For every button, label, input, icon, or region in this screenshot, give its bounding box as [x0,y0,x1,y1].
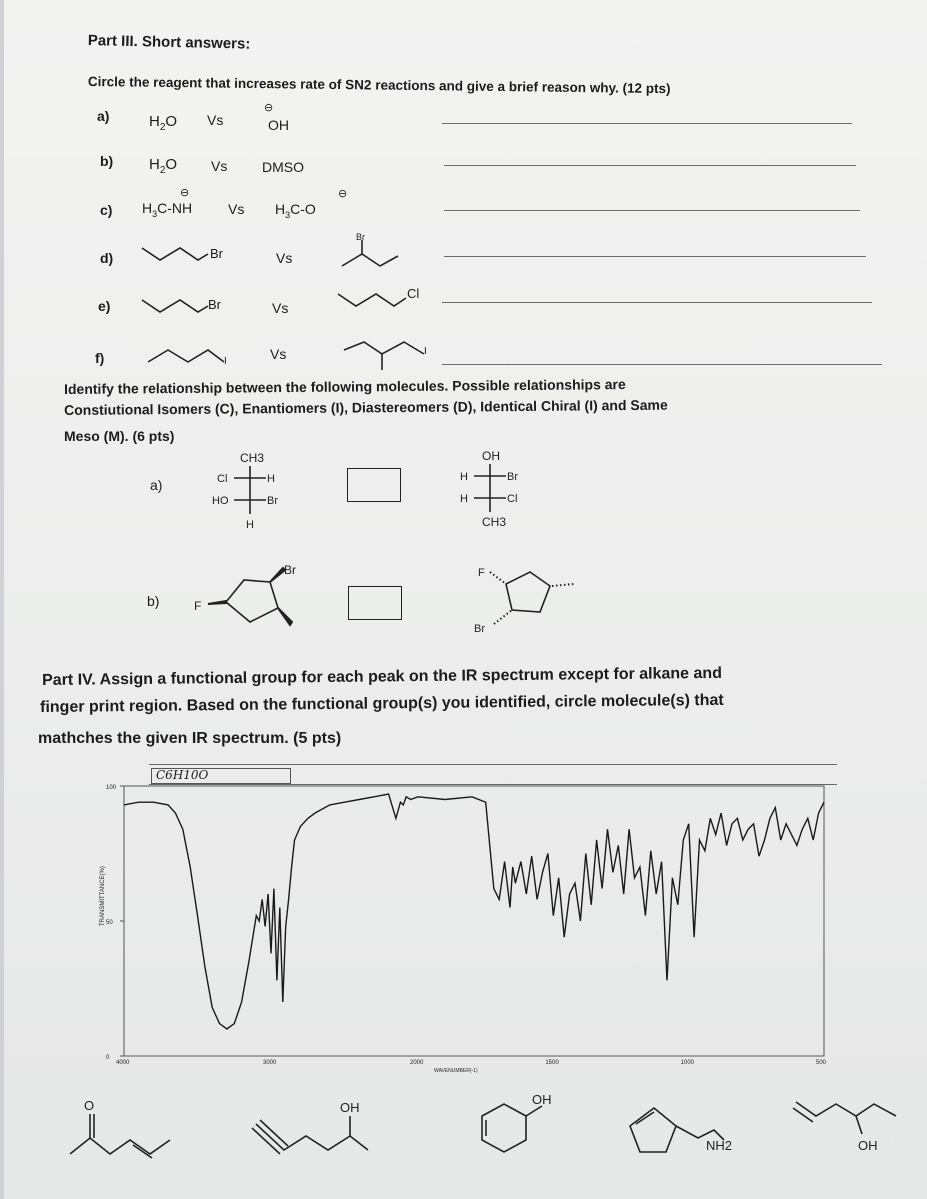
ir-y-tick: 50 [106,920,113,926]
fischer-projection-left [204,448,314,538]
answer-box-a[interactable] [347,468,401,502]
fischer-left-r2l: HO [212,495,229,507]
fischer-right-r1r: Br [507,471,518,483]
item-f-right-i: I [424,346,427,357]
fischer-left-r1l: Cl [217,473,228,485]
ir-y-tick: 0 [106,1055,110,1061]
item-a-label: a) [97,108,110,124]
item-d-left-br: Br [210,246,223,261]
answer-box-b[interactable] [348,586,402,620]
part4-line1: Part IV. Assign a functional group for each peak on the IR spectrum except for alkane and [42,664,723,689]
part3-instruction: Circle the reagent that increases rate of SN2 reactions and give a brief reason why. (12 pts) [87,74,671,97]
item-c-left[interactable]: $H_3C-NH$ [142,200,193,219]
item-c-vs: Vs [228,201,245,217]
item-d-right-br: Br [356,232,365,242]
relationship-line1: Identify the relationship between the following molecules. Possible relationships are [64,376,626,397]
fischer-right-r1l: H [460,471,468,483]
ir-y-label: TRANSMITTANCE(%) [100,866,106,926]
ir-y-tick: 100 [106,785,117,791]
butyl-chloride-structure[interactable] [334,286,414,316]
sec-butyl-bromide-structure[interactable] [340,236,410,276]
molecule-cyclopentenylamine[interactable] [614,1092,754,1172]
item-e-right-cl: Cl [407,286,420,301]
fischer-right-r2r: Cl [507,493,518,505]
butyl-iodide-structure[interactable] [144,340,234,370]
right-f-label: F [478,567,485,579]
molecule-cyclohexenol[interactable] [460,1090,580,1170]
branched-iodide-structure[interactable] [342,332,432,372]
molecule-hexenone[interactable] [64,1098,194,1168]
item-a-vs: Vs [207,112,224,128]
molecule-hexenol[interactable] [790,1086,927,1166]
answer-line-f[interactable] [442,364,882,365]
fischer-left-r2r: Br [267,495,278,507]
left-br-label: Br [284,563,296,577]
item-d-label: d) [100,250,114,266]
fischer-projection-right [444,446,554,536]
right-br-label: Br [474,623,485,635]
item-f-vs: Vs [270,346,287,362]
chart-top-rule-2 [149,784,837,785]
molecule-hexynol[interactable] [244,1094,384,1164]
worksheet-page [4,0,927,1199]
ir-x-tick: 1500 [545,1060,559,1066]
fischer-right-top: OH [482,449,500,463]
item-d-vs: Vs [276,250,293,266]
item-b-label: b) [100,153,114,169]
ir-x-tick: 500 [816,1060,827,1066]
part4-line2: finger print region. Based on the functional group(s) you identified, circle molecule(s) that [40,691,724,716]
item-c-right[interactable]: $H_3C-O$ [275,201,316,220]
ir-x-label: WAVENUMBER(-1) [434,1068,478,1074]
ir-x-tick: 1000 [680,1060,695,1066]
answer-line-e[interactable] [442,302,872,303]
answer-line-d[interactable] [444,256,866,257]
butyl-bromide-structure[interactable] [138,240,218,270]
answer-line-a[interactable] [442,123,852,124]
fischer-right-bottom: CH3 [482,515,507,529]
chart-top-rule [149,764,837,765]
item-a-left[interactable]: $H_2O$ [149,113,178,133]
ir-spectrum-chart [94,786,844,1076]
answer-line-c[interactable] [444,210,860,211]
ir-x-tick: 4000 [116,1060,130,1066]
item-f-label: f) [95,350,105,366]
left-f-label: F [194,599,202,613]
fischer-left-r1r: H [267,473,275,485]
minus-charge-icon: ⊖ [338,188,348,200]
fischer-left-bottom: H [246,519,254,531]
item-e-label: e) [98,298,111,314]
butyl-bromide-structure[interactable] [138,292,218,322]
molecule-3-label: OH [532,1092,552,1107]
item-e-vs: Vs [272,300,289,316]
molecule-5-label: OH [858,1138,878,1153]
item-e-left-br: Br [208,297,221,312]
minus-charge-icon: ⊖ [180,187,190,199]
part4-line3: mathches the given IR spectrum. (5 pts) [38,730,342,747]
molecule-4-label: NH2 [706,1138,733,1153]
relationship-line2: Constiutional Isomers (C), Enantiomers (I), Diastereomers (D), Identical Chiral (I) and Same [64,396,668,418]
item-b-right[interactable]: DMSO [262,159,304,175]
minus-charge-icon: ⊖ [264,102,274,114]
cyclopentane-left [188,560,318,640]
item-b-left[interactable]: $H_2O$ [149,156,178,176]
ir-formula: C6H10O [156,768,209,782]
cyclopentane-right [474,558,594,638]
item-f-left-i: I [224,356,227,367]
item-a-right[interactable]: OH [268,117,289,133]
ir-spectrum-line [124,794,824,1029]
part3-title: Part III. Short answers: [87,32,251,53]
answer-line-b[interactable] [444,165,856,166]
ir-x-tick: 3000 [263,1060,277,1066]
molecule-2-label: OH [340,1100,360,1115]
relationship-line3: Meso (M). (6 pts) [64,428,175,444]
fischer-left-top: CH3 [240,451,265,465]
ir-x-tick: 2000 [410,1060,424,1066]
molecule-1-label: O [84,1098,95,1113]
fischer-right-r2l: H [460,493,468,505]
item-b-vs: Vs [211,158,228,174]
item-c-label: c) [100,202,113,218]
rel-b-label: b) [147,593,160,609]
rel-a-label: a) [150,477,163,493]
